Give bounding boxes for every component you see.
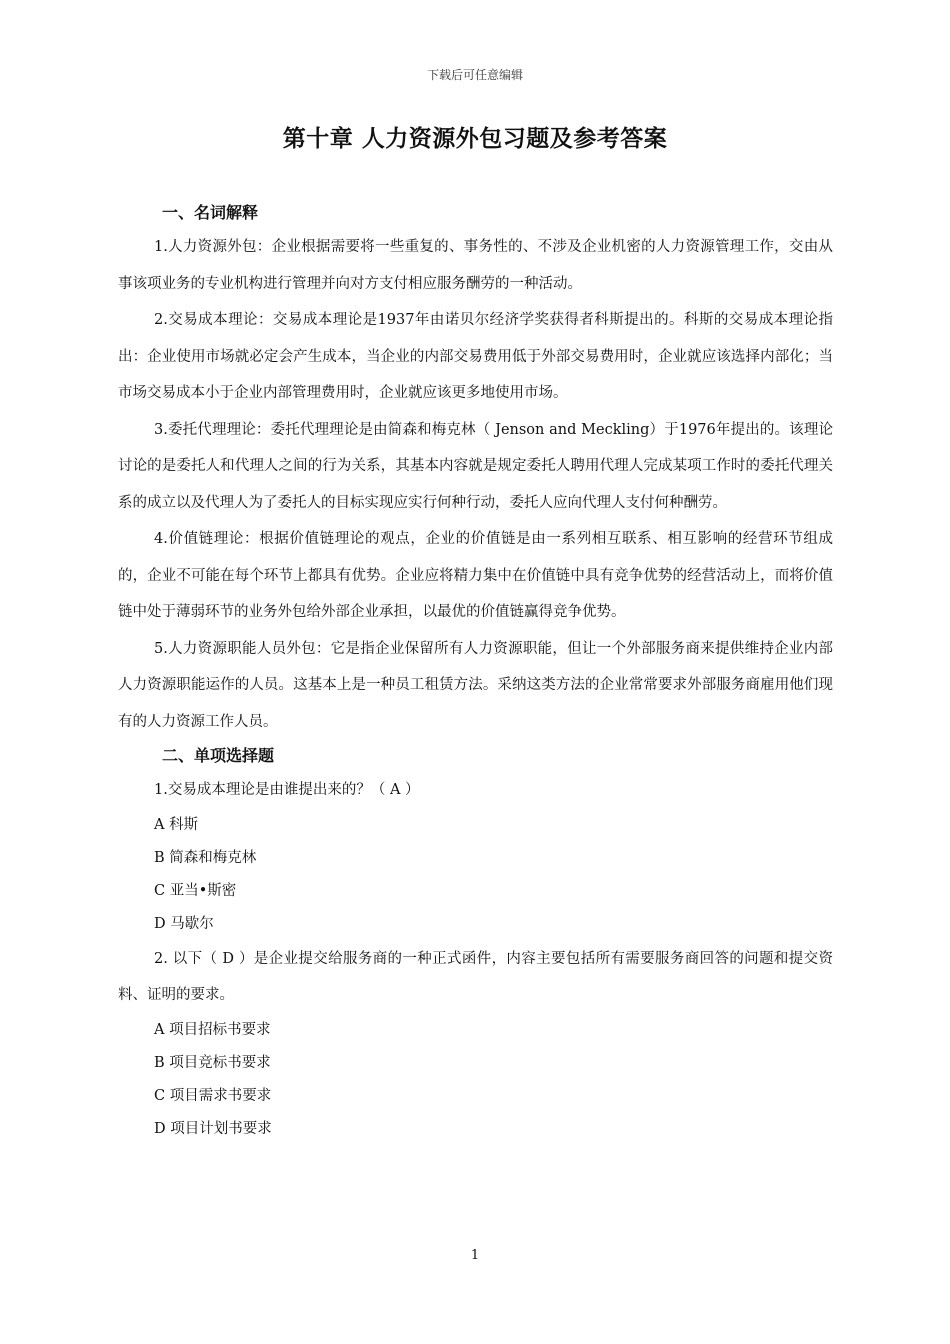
question-stem: 1.交易成本理论是由谁提出来的？（ A ） — [154, 782, 420, 798]
definition-paragraph: 4.价值链理论：根据价值链理论的观点，企业的价值链是由一系列相互联系、相互影响的经营环节组成的，企业不可能在每个环节上都具有优势。企业应将精力集中在价值链中具有竞争优势的经营活动上，而将价值链中处于薄弱环节的业务外包给外部企业承担，以最优的价值链赢得竞争优势。 — [118, 531, 833, 620]
document-body — [118, 197, 833, 1146]
question-option: A 项目招标书要求 — [154, 1021, 271, 1038]
definition-paragraph: 2.交易成本理论：交易成本理论是1937年由诺贝尔经济学奖获得者科斯提出的。科斯的交易成本理论指出：企业使用市场就必定会产生成本，当企业的内部交易费用低于外部交易费用时，企业就应该选择内部化；当市场交易成本小于企业内部管理费用时，企业就应该更多地使用市场。 — [118, 312, 833, 401]
definition-paragraph: 3.委托代理理论：委托代理理论是由简森和梅克林（ Jenson and Meckling）于1976年提出的。该理论讨论的是委托人和代理人之间的行为关系，其基本内容就是规定委托人聘用代理人完成某项工作时的委托代理关系的成立以及代理人为了委托人的目标实现应实行何种行动，委托人应向代理人支付何种酬劳。 — [118, 421, 833, 511]
definition-paragraph: 5.人力资源职能人员外包：它是指企业保留所有人力资源职能，但让一个外部服务商来提供维持企业内部人力资源职能运作的人员。这基本上是一种员工租赁方法。采纳这类方法的企业常常要求外部服务商雇用他们现有的人力资源工作人员。 — [118, 640, 833, 730]
section-heading-definitions: 一、名词解释 — [162, 203, 259, 222]
page-title: 第十章 人力资源外包习题及参考答案 — [282, 126, 668, 152]
question-stem: 2. 以下（ D ）是企业提交给服务商的一种正式函件，内容主要包括所有需要服务商回答的问题和提交资料、证明的要求。 — [118, 950, 833, 1003]
question-option: A 科斯 — [154, 816, 199, 833]
question-option: C 亚当•斯密 — [154, 882, 237, 899]
page-number: 1 — [470, 1248, 480, 1263]
question-option: B 简森和梅克林 — [154, 849, 257, 866]
definition-paragraph: 1.人力资源外包：企业根据需要将一些重复的、事务性的、不涉及企业机密的人力资源管理工作，交由从事该项业务的专业机构进行管理并向对方支付相应服务酬劳的一种活动。 — [118, 239, 833, 292]
question-option: C 项目需求书要求 — [154, 1087, 272, 1104]
section-heading-single-choice: 二、单项选择题 — [162, 746, 275, 765]
question-option: D 马歇尔 — [154, 915, 214, 932]
header-note: 下载后可任意编辑 — [426, 68, 523, 82]
question-option: B 项目竞标书要求 — [154, 1054, 271, 1071]
question-option: D 项目计划书要求 — [154, 1120, 272, 1137]
